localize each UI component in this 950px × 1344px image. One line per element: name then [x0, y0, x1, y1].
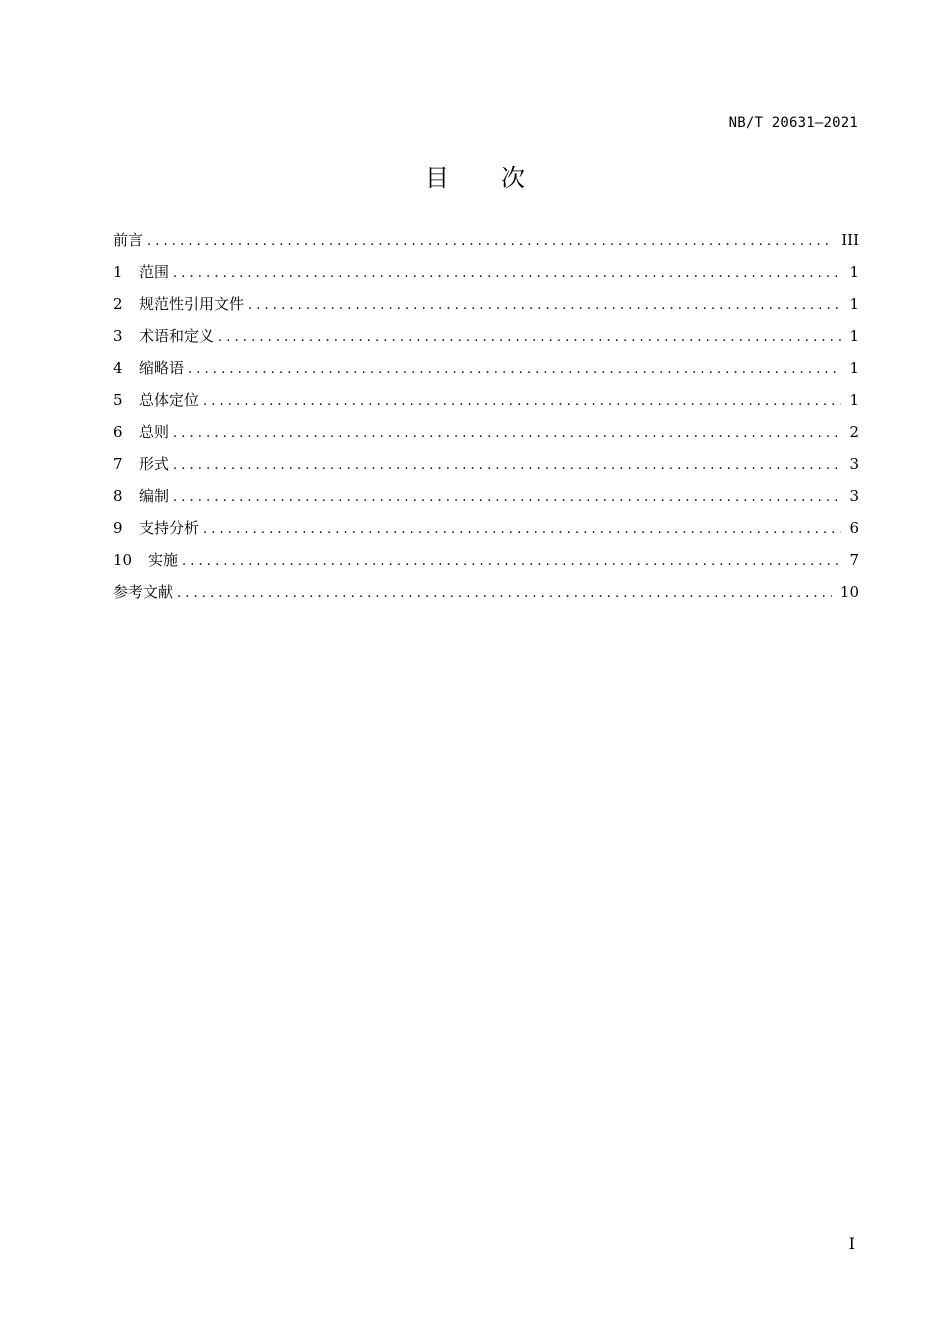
table-of-contents — [113, 228, 859, 612]
toc-entry-number: 7 — [113, 455, 123, 473]
toc-leader-dots — [218, 326, 841, 350]
page-title — [0, 158, 950, 193]
toc-entry-number: 10 — [113, 551, 133, 569]
toc-entry-normative-references[interactable] — [113, 292, 859, 324]
toc-entry-foreword[interactable] — [113, 228, 859, 260]
toc-entry-label: 实施 — [148, 551, 179, 569]
toc-entry-page: 6 — [849, 519, 859, 537]
toc-entry-bibliography[interactable] — [113, 580, 859, 612]
toc-entry-scope[interactable] — [113, 260, 859, 292]
toc-leader-dots — [173, 262, 841, 286]
toc-entry-label: 总体定位 — [139, 391, 200, 409]
toc-entry-page: 10 — [839, 583, 859, 601]
toc-entry-number: 1 — [113, 263, 123, 281]
toc-entry-label: 总则 — [139, 423, 170, 441]
page-title-char-1: 目 — [425, 164, 449, 192]
toc-entry-label: 支持分析 — [139, 519, 200, 537]
toc-entry-number: 8 — [113, 487, 123, 505]
toc-leader-dots — [177, 582, 832, 606]
toc-leader-dots — [203, 390, 841, 414]
toc-entry-form[interactable] — [113, 452, 859, 484]
toc-entry-label: 规范性引用文件 — [139, 295, 245, 313]
toc-entry-page: 3 — [849, 487, 859, 505]
toc-entry-label: 范围 — [139, 263, 170, 281]
toc-entry-overall-positioning[interactable] — [113, 388, 859, 420]
toc-entry-page: III — [841, 231, 859, 249]
toc-entry-number: 3 — [113, 327, 123, 345]
toc-entry-page: 3 — [849, 455, 859, 473]
toc-entry-terms-definitions[interactable] — [113, 324, 859, 356]
standard-number: NB/T 20631—2021 — [728, 115, 858, 131]
toc-entry-page: 1 — [849, 327, 859, 345]
toc-entry-abbreviations[interactable] — [113, 356, 859, 388]
toc-entry-number: 4 — [113, 359, 123, 377]
toc-leader-dots — [248, 294, 841, 318]
toc-entry-label: 缩略语 — [139, 359, 185, 377]
toc-entry-implementation[interactable] — [113, 548, 859, 580]
toc-entry-number: 2 — [113, 295, 123, 313]
toc-entry-page: 1 — [849, 391, 859, 409]
toc-entry-number: 5 — [113, 391, 123, 409]
toc-entry-label: 形式 — [139, 455, 170, 473]
toc-entry-label: 前言 — [113, 231, 144, 249]
toc-entry-support-analysis[interactable] — [113, 516, 859, 548]
toc-entry-page: 1 — [849, 263, 859, 281]
toc-entry-page: 1 — [849, 359, 859, 377]
page-title-char-2: 次 — [501, 164, 525, 192]
page-number: I — [848, 1234, 855, 1253]
toc-leader-dots — [173, 454, 841, 478]
toc-leader-dots — [173, 486, 841, 510]
toc-entry-general-principles[interactable] — [113, 420, 859, 452]
toc-entry-label: 术语和定义 — [139, 327, 215, 345]
toc-entry-page: 7 — [849, 551, 859, 569]
toc-entry-number: 9 — [113, 519, 123, 537]
toc-leader-dots — [147, 230, 833, 254]
toc-leader-dots — [182, 550, 841, 574]
toc-leader-dots — [203, 518, 841, 542]
toc-leader-dots — [188, 358, 841, 382]
toc-entry-page: 2 — [849, 423, 859, 441]
toc-leader-dots — [173, 422, 841, 446]
toc-entry-label: 编制 — [139, 487, 170, 505]
toc-entry-preparation[interactable] — [113, 484, 859, 516]
toc-entry-number: 6 — [113, 423, 123, 441]
toc-entry-label: 参考文献 — [113, 583, 174, 601]
toc-entry-page: 1 — [849, 295, 859, 313]
